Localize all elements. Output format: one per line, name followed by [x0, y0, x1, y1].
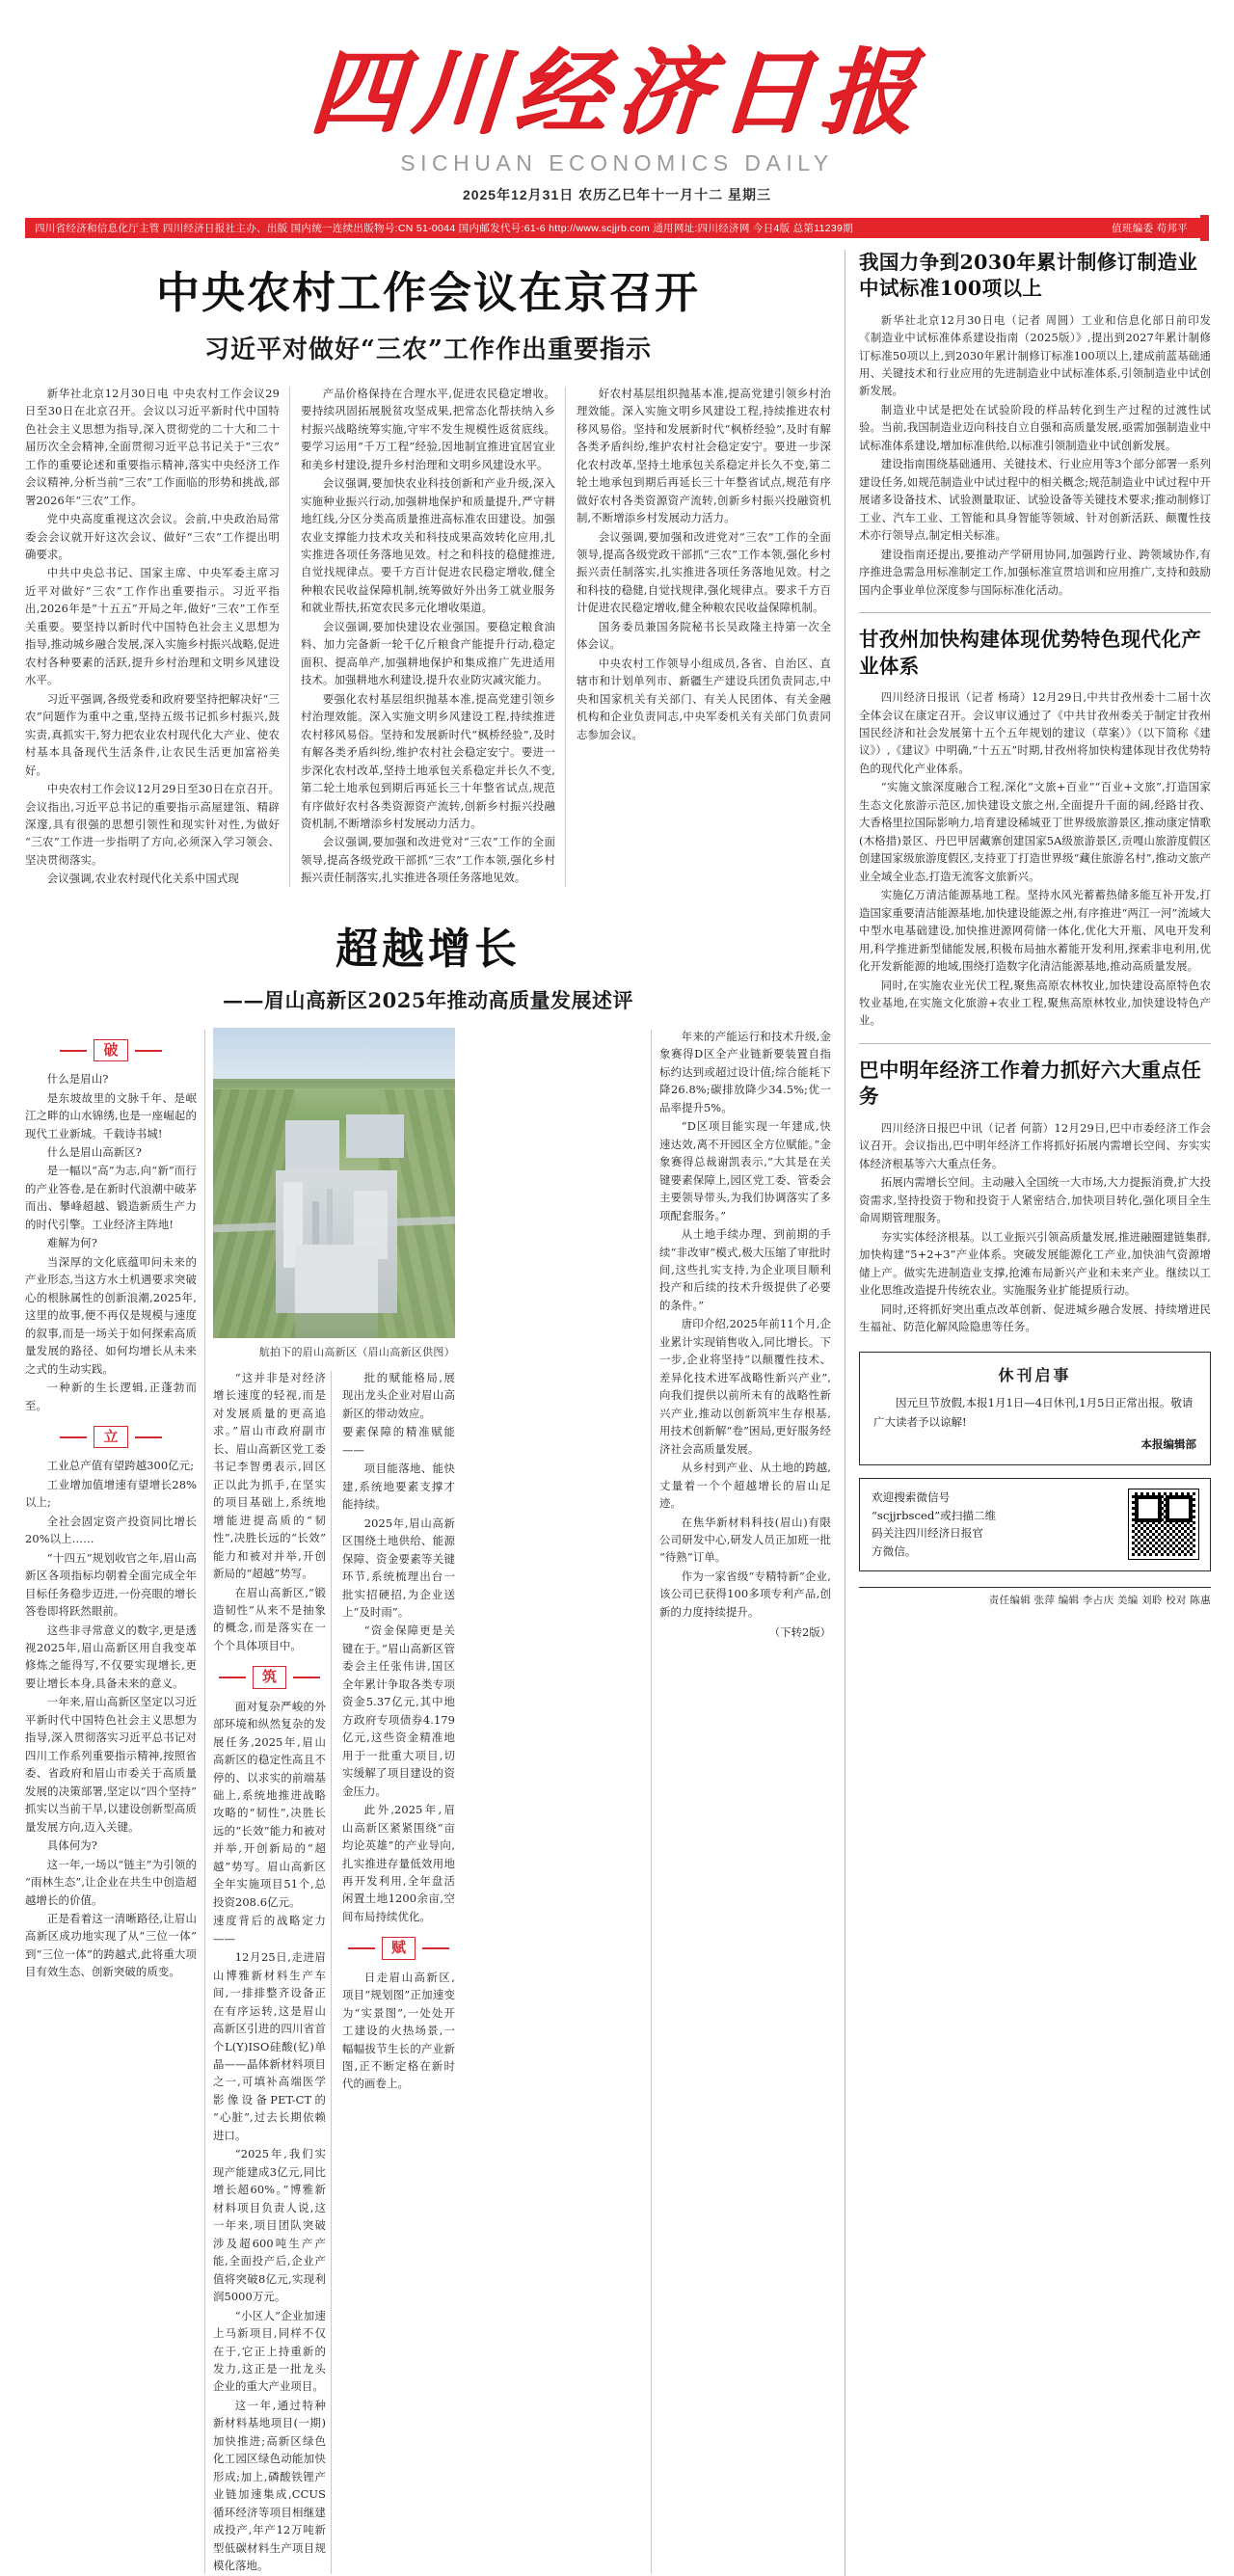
section-marker-zhu — [213, 1666, 326, 1688]
masthead — [25, 0, 1209, 204]
paragraph: 这一年,通过特种新材料基地项目(一期)加快推进;高新区绿色化工园区绿色动能加快形成;加上,磷酸铁锂产业链加速集成,CCUS循环经济等项目相继建成投产,年产12万吨新型低碳材料生产项目规模化落地。 — [213, 2398, 326, 2573]
paragraph: 会议强调,要加强和改进党对“三农”工作的全面领导,提高各级党政干部抓“三农”工作本领,强化乡村振兴责任制落实,扎实推进各项任务落地见效。 — [301, 835, 555, 885]
paragraph: 一种新的生长逻辑,正蓬勃而至。 — [25, 1381, 197, 1412]
paragraph: 工业总产值有望跨越300亿元; — [46, 1459, 195, 1473]
paragraph: “小区人”企业加速上马新项目,同样不仅在于,它正上持重新的发力,这正是一批龙头企业的重大产业项目。 — [213, 2308, 326, 2394]
paragraph: 会议强调,要加强和改进党对“三农”工作的全面领导,提高各级党政干部抓“三农”工作本领,强化乡村振兴责任制落实,扎实推进各项任务落地见效。村之和科技的稳健,自觉找规律,强化规律点。要求千方百计促进农民稳定增收,健全种粮农民收益保障机制。 — [577, 529, 831, 615]
duty-editor: 值班编委 苟邦平 — [1112, 222, 1188, 234]
continuation-note[interactable]: （下转2版） — [768, 1625, 831, 1640]
paragraph: 全社会固定资产投资同比增长20%以上…… — [25, 1514, 197, 1546]
paragraph: 会议强调,要加快建设农业强国。要稳定粮食油料、加力完备新一轮千亿斤粮食产能提升行动,稳定面积、提高单产,加强耕地保护和集成推广先进适用技术。加强耕地水利建设,提升农业防灾减灾能力。 — [301, 619, 555, 687]
paragraph: 夯实实体经济根基。以工业振兴引领高质量发展,推进融圈建链集群,加快构建“5+2+3”产业体系。突破发展能源化工产业,加快油气资源增储上产。做实先进制造业支撑,抢滩布局新兴产业和未来产业。继续以工业化思维改造提升传统农业。实施服务业扩能提质行动。 — [859, 1229, 1211, 1298]
paragraph: 2025年,眉山高新区围绕土地供给、能源保障、资金要素等关键环节,系统梳理出台一批实招硬招,为企业送上“及时雨”。 — [342, 1516, 455, 1619]
rail-headline-2: 甘孜州加快构建体现优势特色现代化产业体系 — [859, 628, 1202, 678]
paragraph: 中央农村工作会议12月29日至30日在京召开。会议指出,习近平总书记的重要指示高屋建瓴、精辟深邃,具有很强的思想引领性和现实针对性,为做好“三农”工作进一步指明了方向,必须深入学习领会、坚决贯彻落实。 — [25, 782, 280, 867]
section-marker-li — [25, 1426, 197, 1448]
photo-building-block-1 — [285, 1120, 338, 1170]
qr-line-4: 方微信。 — [872, 1544, 917, 1559]
marker-rule-left — [219, 1677, 246, 1678]
lead-column-1 — [25, 385, 280, 889]
marker-rule-right — [422, 1947, 449, 1949]
marker-label: 破 — [94, 1039, 127, 1061]
marker-rule-right — [135, 1050, 162, 1052]
paragraph: 从土地手续办理、到前期的手续“非改审”模式,极大压缩了审批时间,这些扎实支持,为企业项目顺利投产和后续的技术升级提供了必要的条件。” — [659, 1227, 831, 1312]
marker-rule-left — [348, 1947, 375, 1949]
feature-column-2a — [213, 1369, 326, 2576]
notice-signature: 本报编辑部 — [1140, 1436, 1196, 1451]
page-footer-credits: 责任编辑 张萍 编辑 李占庆 美编 刘聆 校对 陈惠 — [859, 1587, 1211, 1617]
paragraph: 要强化农村基层组织抛基本准,提高党建引领乡村治理效能。深入实施文明乡风建设工程,持续推进农村移风易俗。坚持和发展新时代“枫桥经验”,及时有解各类矛盾纠纷,维护农村社会稳定安宁。要进一步深化农村改革,坚持土地承包关系稳定并长久不变,第二轮土地承包到期后再延长三十年整省试点,规范有序做好农村各类资源资产流转,创新乡村振兴投融资机制,不断增添乡村发展动力活力。 — [301, 691, 555, 831]
paragraph: 作为一家省级“专精特新”企业,该公司已获得100多项专利产品,创新的力度持续提升。 — [659, 1569, 831, 1619]
feature-body — [25, 1028, 831, 2576]
paragraph: 什么是眉山高新区? — [46, 1145, 142, 1160]
paragraph: 要素保障的精准赋能—— — [342, 1425, 455, 1457]
lead-headline: 中央农村工作会议在京召开 — [155, 266, 700, 318]
marker-rule-right — [293, 1677, 320, 1678]
paragraph: 中央农村工作领导小组成员,各省、自治区、直辖市和计划单列市、新疆生产建设兵团负责同志,中央和国家机关有关部门、有关人民团体、有关金融机构和企业负责同志,中央军委机关有关部门负责同志参加会议。 — [577, 656, 831, 741]
qr-line-1: 欢迎搜索微信号 — [872, 1489, 951, 1504]
feature-article — [25, 914, 831, 2576]
paragraph: 会议强调,要加快农业科技创新和产业升级,深入实施种业振兴行动,加强耕地保护和质量提升,严守耕地红线,分区分类高质量推进高标准农田建设。加强农业支撑能力技术攻关和科技成果高效转化应用,扎实推进各项任务落地见效。村之和科技的稳健推进,自觉找规律点。要千方百计促进农民稳定增收,健全种粮农民收益保障机制,统筹做好外出务工就业服务和就业帮扶,拓宽农民多元化增收渠道。 — [301, 476, 555, 615]
lead-column-3 — [577, 385, 831, 889]
paragraph: 日走眉山高新区,项目“规划图”正加速变为“实景图”,一处处开工建设的火热场景,一幅幅拔节生长的产业新图,正不断定格在新时代的画卷上。 — [342, 1970, 455, 2091]
feature-column-3 — [342, 1369, 455, 2576]
wechat-qr-box[interactable] — [859, 1478, 1211, 1571]
paragraph: 同时,还将抓好突出重点改革创新、促进城乡融合发展、持续增进民生福祉、防范化解风险隐患等任务。 — [859, 1301, 1211, 1334]
right-rail — [859, 250, 1211, 2576]
newspaper-logo-english: SICHUAN ECONOMICS DAILY — [400, 149, 834, 175]
paragraph: 拓展内需增长空间。主动融入全国统一大市场,大力提振消费,扩大投资需求,坚持投资于物和投资于人紧密结合,加快项目转化,强化项目全生命周期管理服务。 — [859, 1175, 1211, 1225]
paragraph: 好农村基层组织抛基本准,提高党建引领乡村治理效能。深入实施文明乡风建设工程,持续推进农村移风易俗。坚持和发展新时代“枫桥经验”,及时有解各类矛盾纠纷,维护农村社会稳定安宁。要进一步深化农村改革,坚持土地承包关系稳定并长久不变,第二轮土地承包到期后再延长三十年整省试点,规范有序做好农村各类资源资产流转,创新乡村振兴投融资机制,不断增添乡村发展动力活力。 — [577, 386, 831, 525]
paragraph: 12月25日,走进眉山博雅新材料生产车间,一排排整齐设备正在有序运转,这是眉山高新区引进的四川省首个L(Y)ISO硅酸(钇)单晶——晶体新材料项目之一,可填补高端医学影像设备PET-CT的“心脏”,过去长期依赖进口。 — [213, 1950, 326, 2142]
publication-date: 2025年12月31日 农历乙巳年十一月十二 星期三 — [462, 186, 772, 202]
paragraph: 从乡村到产业、从土地的跨越,丈量着一个个超越增长的眉山足迹。 — [659, 1461, 831, 1511]
paragraph: 此外,2025年,眉山高新区紧紧围绕“亩均论英雄”的产业导向,扎实推进存量低效用地再开发利用,全年盘活闲置土地1200余亩,空间布局持续优化。 — [342, 1803, 455, 1923]
marker-rule-left — [60, 1050, 87, 1052]
feature-photo-and-column-2 — [213, 1028, 455, 2576]
section-marker-po — [25, 1039, 197, 1061]
paragraph: 批的赋能格局,展现出龙头企业对眉山高新区的带动效应。 — [342, 1370, 455, 1420]
notice-body: 因元旦节放假,本报1月1日—4日休刊,1月5日正常出报。敬请广大读者予以谅解! — [873, 1395, 1194, 1429]
paragraph: 这一年,一场以“链主”为引领的“雨林生态”,让企业在共生中创造超越增长的价值。 — [25, 1857, 197, 1907]
rail-separator-2 — [859, 1043, 1211, 1044]
rail-headline-1: 我国力争到2030年累计制修订制造业中试标准100项以上 — [859, 250, 1198, 301]
paragraph: 当深厚的文化底蕴叩问未来的产业形态,当这方水土机遇要求突破心的根脉属性的创新浪潮,2025年,这里的故事,便不再仅是规模与速度的叙事,而是一场关于如何探索高质量发展的路径、如何均增长从未来之式的生动实践。 — [25, 1254, 197, 1376]
paragraph: 是东坡故里的文脉千年、是岷江之畔的山水锦绣,也是一座崛起的现代工业新城。千载诗书城! — [25, 1090, 197, 1140]
page-grid — [25, 250, 1209, 2576]
marker-rule-left — [60, 1436, 87, 1438]
paragraph: 正是看着这一清晰路径,让眉山高新区成功地实现了从“三位一体”到“三位一体”的跨越式,此将重大项目有效生态、创新突破的质变。 — [25, 1912, 197, 1979]
section-marker-fu — [342, 1937, 455, 1959]
qr-code-icon[interactable] — [1129, 1489, 1198, 1559]
paragraph: 速度背后的战略定力—— — [213, 1914, 326, 1945]
qr-line-3: 码关注四川经济日报官 — [872, 1526, 983, 1541]
paragraph: 具体何为? — [46, 1838, 97, 1853]
rail-separator-1 — [859, 612, 1211, 613]
photo-caption: 航拍下的眉山高新区（眉山高新区供图） — [258, 1345, 455, 1358]
paragraph: 四川经济日报讯（记者 杨琦）12月29日,中共甘孜州委十二届十次全体会议在康定召开。会议审议通过了《中共甘孜州委关于制定甘孜州国民经济和社会发展第十五个五年规划的建议（草案）》（以下简称《建议》）,《建议》中明确,“十五五”时期,甘孜州将加快构建体现甘孜优势特色的现代化产业体系。 — [859, 690, 1211, 775]
marker-label: 筑 — [253, 1666, 286, 1688]
paragraph: 项目能落地、能快建,系统地要素支撑才能持续。 — [342, 1462, 455, 1512]
lead-column-2 — [301, 385, 555, 889]
paragraph: 制造业中试是把处在试验阶段的样品转化到生产过程的过渡性试验。当前,我国制造业迈向科技自立自强和高质量发展,亟需加强制造业中试标准体系建设,增加标准供给,以标准引领制造业中试创新发展。 — [859, 402, 1211, 452]
paragraph: 工业增加值增速有望增长28%以上; — [25, 1477, 197, 1510]
paragraph: 同时,在实施农业光伏工程,聚焦高原农林牧业,加快建设高原特色农牧业基地,在实施文化旅游+农业工程,聚焦高原林牧业,加快建设特色产业。 — [859, 978, 1211, 1028]
paragraph: 产品价格保持在合理水平,促进农民稳定增收。要持续巩固拓展脱贫攻坚成果,把常态化帮扶纳入乡村振兴战略统筹实施,守牢不发生规模性返贫底线。要学习运用“千万工程”经验,因地制宜推进宜居宜业和美乡村建设,提升乡村治理和文明乡风建设水平。 — [301, 386, 555, 471]
marker-rule-right — [135, 1436, 162, 1438]
lead-subheadline: 习近平对做好“三农”工作作出重要指示 — [204, 335, 652, 364]
paragraph: 面对复杂严峻的外部环境和纵然复杂的发展任务,2025年,眉山高新区的稳定性高且不停的、以求实的前端基础上,系统地推进战略攻略的“韧性”,决胜长远的“长效”能力和被对并举,开创新局的“超越”势写。眉山高新区全年实施项目51个,总投资208.6亿元。 — [213, 1699, 326, 1909]
paragraph: “D区项目能实现一年建成,快速达效,离不开园区全方位赋能。”金象赛得总裁谢凯表示,“大其是在关键要素保障上,园区党工委、管委会主要领导带头,为我们协调落实了多项配套服务。” — [659, 1119, 831, 1222]
paragraph: 中共中央总书记、国家主席、中央军委主席习近平对做好“三农”工作作出重要指示。习近平指出,2026年是“十五五”开局之年,做好“三农”工作至关重要。要坚持以新时代中国特色社会主义思想为指导,推动城乡融合发展,深入实施乡村振兴战略,促进农村各种要素的活跃,提升乡村治理和文明乡风建设水平。 — [25, 566, 280, 687]
paragraph: 一年来,眉山高新区坚定以习近平新时代中国特色社会主义思想为指导,深入贯彻落实习近平总书记对四川工作系列重要指示精神,按照省委、省政府和眉山市委关于高质量发展的决策部署,坚定以“四个坚持”抓实以当前干旱,以建设创新型高质量发展方向,迈入关键。 — [25, 1695, 197, 1834]
notice-title: 休刊启事 — [998, 1365, 1072, 1384]
paragraph: 新华社北京12月30日电（记者 周圆）工业和信息化部日前印发《制造业中试标准体系建设指南（2025版）》,提出到2027年累计制修订标准50项以上,到2030年累计制修订标准100项以上,建成前蓝基础通用、关键技术和行业应用的先进制造业中试标准体系,引领制造业中试创新发展。 — [859, 312, 1211, 398]
paragraph: “资金保障更是关键在于。”眉山高新区管委会主任张伟讲,国区全年累计争取各类专项资金5.37亿元,其中地方政府专项债券4.179亿元,这些资金精准地用于一批重大项目,切实缓解了项目建设的资金压力。 — [342, 1623, 455, 1798]
wechat-qr-text — [872, 1489, 1119, 1561]
paragraph: “实施文旅深度融合工程,深化“文旅+百业”“百业+文旅”,打造国家生态文化旅游示范区,加快建设文旅之州,全面提升千面的阔,经路甘孜、大香格里拉国际影响力,培育建设稀城亚丁世界级旅游景区,推动康定情歌(木格措)景区、丹巴甲居藏寨创建国家5A级旅游景区,贡嘎山旅游度假区创建国家级旅游度假区,支持亚丁打造世界级“藏住旅游名村”,推动文旅产业全域全业态,打造无流客文旅新兴。 — [859, 780, 1211, 883]
paragraph: 唐印介绍,2025年前11个月,企业累计实现销售收入,同比增长。下一步,企业将坚持“以颠覆性技术、差异化技术进军战略性新兴产业”,向我们提供以前所未有的战略性新兴产业,推动以创新筑牢生存根基,用技术创新解“卷”困局,更好服务经济社会高质量发展。 — [659, 1317, 831, 1456]
paragraph: 在焦华新材料科技(眉山)有限公司研发中心,研发人员正加班一批“待熟”订单。 — [659, 1515, 831, 1565]
paragraph: 在眉山高新区,“锻造韧性”从来不是抽象的概念,而是落实在一个个具体项目中。 — [213, 1585, 326, 1652]
paragraph: 实施亿万清洁能源基地工程。坚持水风光蓄蓄热储多能互补开发,打造国家重要清洁能源基地,加快建设能源之州,有序推进“两江一河”流域大中型水电基础建设,加快推进源网荷储一体化,优化大开瓶、风电开发利用,科学推进新型储能发展,积极布局抽水蓄能开发利用,探索非电利用,优化开发新能源的地域,围绕打造数字化清洁能源基地,推动高质量发展。 — [859, 888, 1211, 974]
photo-sky — [213, 1028, 455, 1081]
paragraph: 四川经济日报巴中讯（记者 何箭）12月29日,巴中市委经济工作会议召开。会议指出,巴中明年经济工作将抓好拓展内需增长空间、夯实实体经济根基等六大重点任务。 — [859, 1120, 1211, 1170]
feature-title: 超越增长 — [335, 924, 521, 974]
paragraph: 年来的产能运行和技术升级,金象赛得D区全产业链新要装置自指标约达到或超过设计值;综合能耗下降26.8%;碳排放降少34.5%;优一品率提升5%。 — [659, 1029, 831, 1114]
lead-article-columns — [25, 385, 831, 889]
paragraph: “这并非是对经济增长速度的轻视,而是对发展质量的更高追求。”眉山市政府副市长、眉山高新区党工委书记李智勇表示,回区正以此为抓手,在坚实的项目基础上,系统地增能进提高质的“韧性”,决胜长远的“长效”能力和被对并举,开创新局的“超越”势写。 — [213, 1370, 326, 1581]
paragraph: 新华社北京12月30日电 中央农村工作会议29日至30日在北京召开。会议以习近平新时代中国特色社会主义思想为指导,深入贯彻党的二十大和二十届历次全会精神,全面贯彻习近平总书记关于“三农”工作的重要论述和重要指示精神,落实中央经济工作会议精神,分析当前“三农”工作面临的形势和挑战,部署2026年“三农”工作。 — [25, 386, 280, 507]
aerial-photo-meishan-hi-tech-zone — [213, 1028, 455, 1338]
paragraph: 建设指南围绕基础通用、关键技术、行业应用等3个部分部署一系列建设任务,如规范制造业中试过程中的相关概念;规范制造业中试过程中开展诸多设备技术、试验测量取证、试验设备等关键技术要求;推动制修订工业、汽车工业、工智能和具身智能等领域、针对创新活跃、颠覆性技术亦行领导点,制定相关标准。 — [859, 457, 1211, 543]
paragraph: 国务委员兼国务院秘书长吴政隆主持第一次全体会议。 — [577, 619, 831, 652]
marker-label: 赋 — [382, 1937, 416, 1959]
paragraph: 建设指南还提出,要推动产学研用协同,加强跨行业、跨领域协作,有序推进急需急用标准制定工作,加强标准宣贯培训和应用推广,支持和鼓励国内企事业单位深度参与国际标准化活动。 — [859, 547, 1211, 597]
marker-label: 立 — [94, 1426, 127, 1448]
publication-info-left: 四川省经济和信息化厅主管 四川经济日报社主办、出版 国内统一连续出版物号:CN 51-0044 国内邮发代号:61-6 http://www.scjjrb.com 通用网址:四川经济网 今日4版 总第11239期 — [35, 222, 853, 234]
paragraph: 难解为何? — [46, 1236, 97, 1250]
qr-line-2: “scjjrbsced”或扫描二维 — [872, 1508, 997, 1522]
paragraph: 会议强调,农业农村现代化关系中国式现 — [46, 872, 239, 886]
paragraph: 党中央高度重视这次会议。会前,中央政治局常委会会议就开好这次会议、做好“三农”工作提出明确要求。 — [25, 512, 280, 561]
paragraph: 是一幅以“高”为志,向“新”而行的产业答卷,是在新时代浪潮中破茅而出、攀峰超越、锻造新质生产力的时代引擎。工业经济主阵地! — [25, 1164, 197, 1231]
paragraph: “2025年,我们实现产能建成3亿元,同比增长超60%。”博雅新材料项目负责人说,这一年来,项目团队突破涉及超600吨生产产能,全面投产后,企业产值将突破8亿元,实现利润5000万元。 — [213, 2147, 326, 2304]
paragraph: 习近平强调,各级党委和政府要坚持把解决好“三农”问题作为重中之重,坚持五级书记抓乡村振兴,鼓实责,真抓实干,努力把农业农村现代化大产业、使农村基本具备现代生活条件,让农民生活更加富裕美好。 — [25, 691, 280, 777]
photo-building-block-2 — [346, 1114, 404, 1158]
main-content — [25, 250, 831, 2576]
photo-building-block-3 — [295, 1245, 377, 1313]
feature-column-1 — [25, 1028, 197, 2576]
feature-subtitle: ——眉山高新区2025年推动高质量发展述评 — [223, 987, 633, 1012]
newspaper-logo-chinese: 四川经济日报 — [307, 38, 927, 147]
notice-box-suspension — [859, 1352, 1211, 1465]
publication-info-bar — [25, 218, 1209, 238]
paragraph: “十四五”规划收官之年,眉山高新区各项指标均朝着全面完成全年目标任务稳步迈进,一份亮眼的增长答卷即将跃然眼前。 — [25, 1550, 197, 1619]
feature-column-4 — [659, 1028, 831, 2576]
paragraph: 这些非寻常意义的数字,更是透视2025年,眉山高新区用自我变革修炼之能得写,不仅要实现增长,更要让增长本身,具备未来的意义。 — [25, 1623, 197, 1690]
paragraph: 什么是眉山? — [46, 1072, 109, 1087]
photo-horizon — [213, 1079, 455, 1088]
rail-headline-3: 巴中明年经济工作着力抓好六大重点任务 — [859, 1058, 1202, 1109]
